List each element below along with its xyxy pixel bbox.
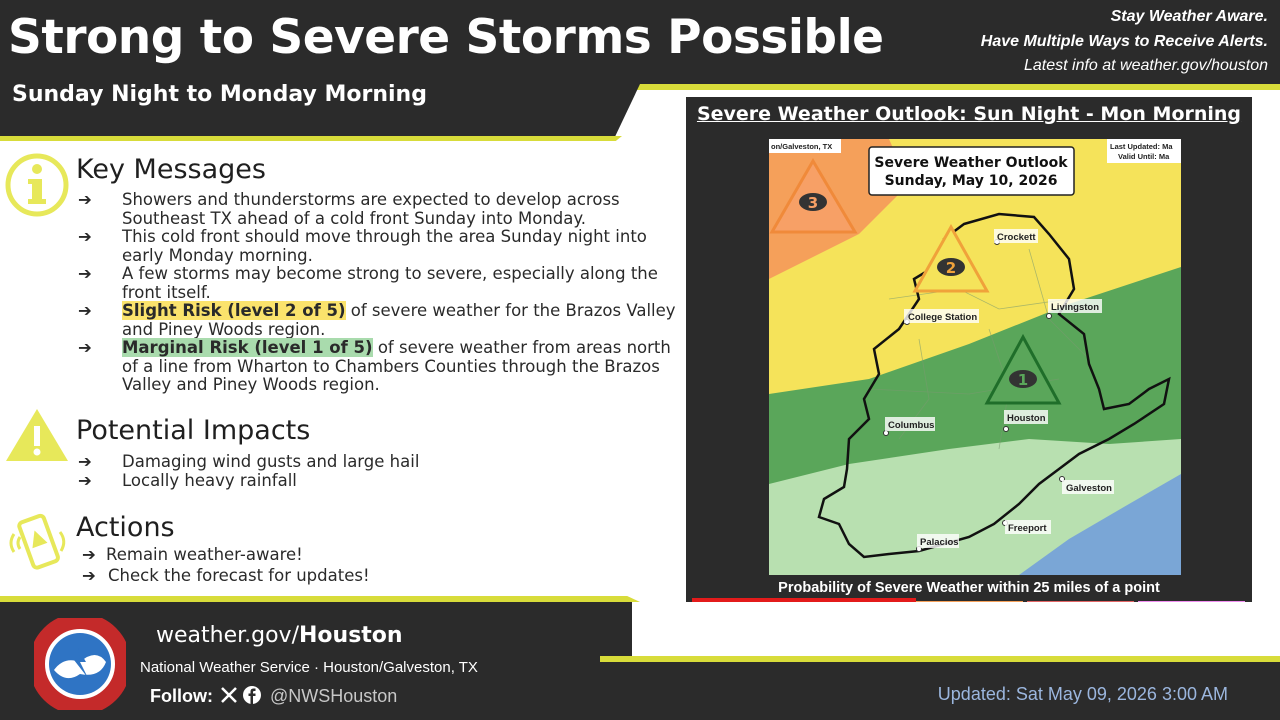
arrow-icon: ➔ bbox=[78, 227, 92, 246]
city-label-galveston: Galveston bbox=[1066, 483, 1112, 494]
probability-title: Probability of Severe Weather within 25 miles of a point bbox=[778, 580, 1160, 596]
actions-title: Actions bbox=[76, 512, 175, 543]
valid-until-label: Valid Until: Ma bbox=[1118, 152, 1170, 161]
office-name: National Weather Service · Houston/Galveston, TX bbox=[140, 659, 478, 676]
social-handle[interactable]: @NWSHouston bbox=[270, 686, 398, 706]
arrow-icon: ➔ bbox=[78, 470, 92, 490]
info-icon bbox=[4, 152, 70, 218]
city-label-crockett: Crockett bbox=[997, 232, 1036, 243]
inset-title-line-1: Severe Weather Outlook bbox=[874, 155, 1068, 171]
arrow-icon: ➔ bbox=[78, 452, 92, 471]
arrow-icon: ➔ bbox=[78, 264, 92, 283]
list-item: ➔ Showers and thunderstorms are expected to develop across Southeast TX ahead of a cold front Sunday into Monday. bbox=[78, 190, 620, 228]
tagline-stay-aware: Stay Weather Aware. bbox=[1110, 8, 1268, 25]
nws-logo bbox=[34, 618, 126, 710]
badge-1-label: 1 bbox=[1017, 371, 1029, 389]
page-title: Strong to Severe Storms Possible bbox=[8, 10, 884, 65]
list-item: ➔ Slight Risk (level 2 of 5) of severe weather for the Brazos Valley and Piney Woods region. bbox=[78, 301, 676, 339]
list-item: ➔ Locally heavy rainfall bbox=[78, 470, 297, 490]
key-messages-list bbox=[78, 191, 678, 395]
arrow-icon: ➔ bbox=[82, 565, 96, 585]
tagline-alerts: Have Multiple Ways to Receive Alerts. bbox=[980, 33, 1268, 50]
phone-alert-icon bbox=[4, 512, 72, 574]
footer-right-accent bbox=[600, 656, 1280, 662]
list-item: ➔ Check the forecast for updates! bbox=[82, 565, 370, 585]
warning-icon bbox=[4, 406, 70, 464]
list-item: ➔ A few storms may become strong to severe, especially along the front itself. bbox=[78, 264, 658, 302]
city-label-houston: Houston bbox=[1007, 413, 1046, 424]
key-messages-title: Key Messages bbox=[76, 154, 266, 185]
potential-impacts-title: Potential Impacts bbox=[76, 415, 311, 446]
city-label-columbus: Columbus bbox=[888, 420, 935, 431]
updated-timestamp: Updated: Sat May 09, 2026 3:00 AM bbox=[937, 684, 1228, 704]
list-item: ➔ This cold front should move through the area Sunday night into early Monday morning. bbox=[78, 227, 647, 265]
marginal-risk-highlight: Marginal Risk (level 1 of 5) bbox=[122, 338, 373, 357]
last-updated-label: Last Updated: Ma bbox=[1110, 142, 1173, 151]
facebook-icon[interactable] bbox=[243, 686, 261, 704]
impacts-list bbox=[78, 453, 638, 490]
city-label-freeport: Freeport bbox=[1008, 523, 1047, 534]
inset-title-line-2: Sunday, May 10, 2026 bbox=[884, 173, 1058, 189]
arrow-icon: ➔ bbox=[78, 301, 92, 320]
city-label-livingston: Livingston bbox=[1051, 302, 1100, 313]
badge-3-label: 3 bbox=[807, 194, 819, 212]
actions-list bbox=[82, 546, 582, 585]
arrow-icon: ➔ bbox=[78, 190, 92, 209]
map-heading: Severe Weather Outlook: Sun Night - Mon Morning bbox=[696, 103, 1242, 125]
city-label-college-station: College Station bbox=[908, 312, 978, 323]
subtitle-accent-line bbox=[0, 136, 622, 141]
outlook-map bbox=[769, 139, 1181, 575]
tagline-latest-info: Latest info at weather.gov/houston bbox=[1023, 57, 1268, 74]
x-icon[interactable] bbox=[220, 686, 238, 704]
follow-label: Follow: bbox=[150, 686, 213, 706]
website-link[interactable]: weather.gov/Houston bbox=[156, 623, 403, 648]
list-item: ➔ Remain weather-aware! bbox=[82, 545, 303, 564]
slight-risk-highlight: Slight Risk (level 2 of 5) bbox=[122, 301, 346, 320]
page-subtitle: Sunday Night to Monday Morning bbox=[12, 82, 427, 107]
list-item: ➔ Damaging wind gusts and large hail bbox=[78, 452, 420, 471]
office-label: on/Galveston, TX bbox=[771, 142, 833, 151]
badge-2-label: 2 bbox=[945, 259, 957, 277]
arrow-icon: ➔ bbox=[82, 545, 96, 564]
footer-right-band bbox=[632, 602, 1280, 656]
city-label-palacios: Palacios bbox=[920, 537, 959, 548]
arrow-icon: ➔ bbox=[78, 338, 92, 357]
list-item: ➔ Marginal Risk (level 1 of 5) of severe weather from areas north of a line from Wharton to Chambers Counties through the Brazos Valley and Piney Woods region. bbox=[78, 338, 671, 394]
